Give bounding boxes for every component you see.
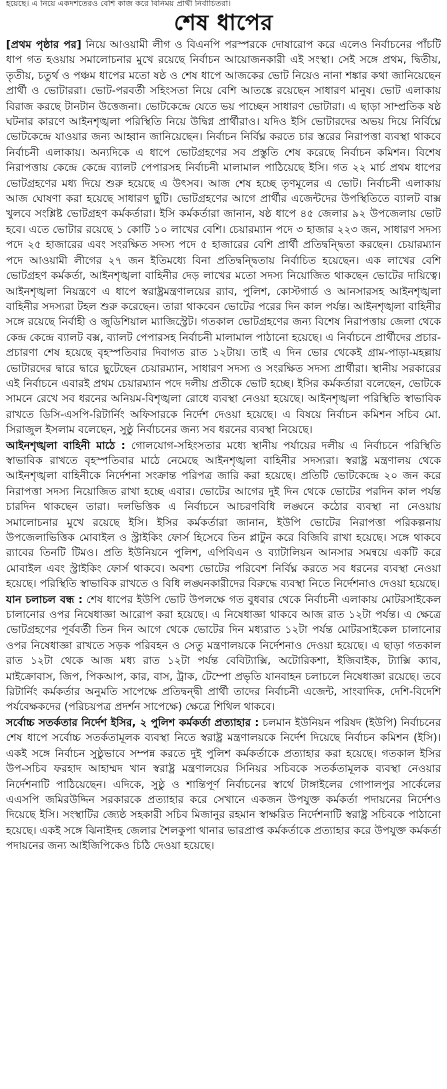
subheading-law-enforcement: আইনশৃঙ্খলা বাহিনী মাঠে : (6, 439, 126, 452)
subheading-traffic-ban: যান চলাচল বন্ধ : (6, 593, 83, 606)
paragraph-4-text: চলমান ইউনিয়ন পরিষদ (ইউপি) নির্বাচনের শেষ ধাপে সর্বোচ্চ সতর্কতামূলক ব্যবস্থা নিতে স্বরাষ্ট্র মন্ত্রণালয়কে নির্দেশ দিয়েছে নির্বাচন কমিশন (ইসি)। একই সঙ্গে নির্বাচন সুষ্ঠুভাবে সম্পন্ন করতে দুই পুলিশ কর্মকর্তাকে প্রত্যাহার করা হয়েছে। গতকাল ইসির উপ-সচিব ফরহাদ আহাম্মদ খান স্বরাষ্ট্র মন্ত্রণালয়ের সিনিয়র সচিবকে সতর্কতামূলক ব্যবস্থা নেওয়ার নির্দেশনাটি পাঠিয়েছেন। এদিকে, সুষ্ঠু ও শান্তিপূর্ণ নির্বাচনের স্বার্থে টাঙ্গাইলের গোপালপুর সার্কেলের এএসপি জমিরউদ্দিন সরকারকে প্রত্যাহার করে সেখানে একজন উপযুক্ত কর্মকর্তা পদায়নের নির্দেশও দিয়েছে ইসি। সংস্থাটির জ্যেষ্ঠ সহকারী সচিব মিজানুর রহমান স্বাক্ষরিত নির্দেশনাটি স্বরাষ্ট্র সচিবকে পাঠানো হয়েছে। একই সঙ্গে ঝিনাইদহ জেলার শৈলকুপা থানার ভারপ্রাপ্ত কর্মকর্তাকে প্রত্যাহার করে উপযুক্ত কর্মকর্তা পদায়নের জন্য আইজিপিকেও চিঠি দেওয়া হয়েছে। (6, 716, 441, 853)
article-paragraph-4 (6, 716, 441, 855)
paragraph-1-text: নিয়ে আওয়ামী লীগ ও বিএনপি পরস্পরকে দোষারোপ করে এলেও নির্বাচনের পাঁচটি ধাপ গত হওয়ায় সমালোচনার মুখে রয়েছে নির্বাচন আয়োজনকারী এই সংস্থা। সেই সঙ্গে প্রথম, দ্বিতীয়, তৃতীয়, চতুর্থ ও পঞ্চম ধাপের মতো ষষ্ঠ ও শেষ ধাপে আজকের ভোট নিয়েও নানা শঙ্কার কথা জানিয়েছেন প্রার্থী ও ভোটাররা। ভোট-পরবর্তী সহিংসতা নিয়ে বেশি আতঙ্কে রয়েছেন সাধারণ মানুষ। ভোট এলাকায় বিরাজ করছে টানটান উত্তেজনা। ভোটকেন্দ্রে যেতে ভয় পাচ্ছেন সাধারণ ভোটারা। এ ছাড়া সাম্প্রতিক ষষ্ঠ ঘটনার কারণে আইনশৃঙ্খলা পরিস্থিতি নিয়ে উদ্বিগ্ন প্রার্থীরাও। যদিও ইসি ভোটারদের অভয় দিয়ে নির্বিঘ্নে ভোটকেন্দ্রে যাওয়ার জন্য আহ্বান জানিয়েছেন। নির্বাচন নির্বিঘ্ন করতে চার স্তরের নিরাপত্তা ব্যবস্থা থাকবে নির্বাচনী এলাকায়। অন্যদিকে এ ধাপে ভোটগ্রহণের সব প্রস্তুতি শেষ করেছে নির্বাচন কমিশন। বিশেষ নিরাপত্তায় কেন্দ্রে কেন্দ্রে ব্যালট পেপারসহ নির্বাচনী মালামাল পাঠিয়েছে ইসি। গত ২২ মার্চ প্রথম ধাপের ভোটগ্রহণের মধ্য দিয়ে শুরু হয়েছে এ উৎসব। আজ শেষ হচ্ছে তৃণমূলের এ ভোট। নির্বাচনী এলাকায় আজ ঘোষণা করা হয়েছে সাধারণ ছুটি। ভোটগ্রহণের আগে প্রার্থীর এজেন্টদের উপস্থিতিতে ব্যালট বাক্স খুলবে সংশ্লিষ্ট ভোটগ্রহণ কর্মকর্তারা। ইসি কর্মকর্তারা জানান, ষষ্ঠ ধাপে ৪৫ জেলার ৯২ উপজেলায় ভোট হবে। এতে ভোটার রয়েছে ১ কোটি ১০ লাখের বেশি। চেয়ারম্যান পদে ৩ হাজার ২২৩ জন, সাধারণ সদস্য পদে ২৫ হাজারের এবং সংরক্ষিত সদস্য পদে ৫ হাজারের বেশি প্রার্থী প্রতিদ্বন্দ্বিতা করছেন। চেয়ারম্যান পদে আওয়ামী লীগের ২৭ জন ইতিমধ্যে বিনা প্রতিদ্বন্দ্বিতায় নির্বাচিত হয়েছেন। এক লাখের বেশি ভোটগ্রহণ কর্মকর্তা, আইনশৃঙ্খলা বাহিনীর দেড় লাখের মতো সদস্য নিয়োজিত থাকছেন ভোটের দায়িত্বে। আইনশৃঙ্খলা নিয়ন্ত্রণে এ ধাপে স্বরাষ্ট্রমন্ত্রণালয়ের র‌্যাব, পুলিশ, কোস্টগার্ড ও আনসারসহ আইনশৃঙ্খলা বাহিনীর সদস্যরা টহল শুরু করেছেন। তারা থাকবেন ভোটের পরের দিন কাল পর্যন্ত। আইনশৃঙ্খলা বাহিনীর সঙ্গে রয়েছে নির্বাহী ও জুডিশিয়াল ম্যাজিস্ট্রেট। গতকাল ভোটগ্রহণের জন্য বিশেষ নিরাপত্তায় জেলা থেকে কেন্দ্র কেন্দ্রে ব্যালট বক্স, ব্যালট পেপারসহ নির্বাচনী মালামাল পাঠানো হয়েছে। এ নির্বাচনে প্রার্থীদের প্রচার-প্রচারণা শেষ হয়েছে বৃহস্পতিবার দিবাগত রাত ১২টায়। তাই এ দিন ভোর থেকেই গ্রাম-পাড়া-মহল্লায় ভোটারদের দ্বারে দ্বারে ছুটেছেন চেয়ারম্যান, সাধারণ সদস্য ও সংরক্ষিত সদস্য প্রার্থীরা। স্থানীয় সরকারের এই নির্বাচনে এবারই প্রথম চেয়ারম্যান পদে দলীয় প্রতীকে ভোট হচ্ছে। ইসির কর্মকর্তারা বলেছেন, ভোটকে সামনে রেখে সব ধরনের অনিয়ম-বিশৃঙ্খলা রোধে ব্যবস্থা নেওয়া হয়েছে। আইনশৃঙ্খলা পরিস্থিতি স্বাভাবিক রাখতে ডিসি-এসপি-রিটার্নিং অফিসারকে নির্দেশ দেওয়া হয়েছে। এ বিষয়ে নির্বাচন কমিশন সচিব মো. সিরাজুল ইসলাম বলেছেন, সুষ্ঠু নির্বাচনের জন্য সব ধরনের ব্যবস্থা নিয়েছে। (6, 39, 441, 437)
continuation-marker: [প্রথম পৃষ্ঠার পর] (6, 39, 82, 51)
subheading-ec-alert: সর্বোচ্চ সতর্কতার নির্দেশ ইসির, ২ পুলিশ কর্মকর্তা প্রত্যাহার : (6, 716, 259, 729)
article-headline: শেষ ধাপের (173, 11, 274, 36)
article-paragraph-1 (6, 38, 441, 439)
paragraph-3-text: শেষ ধাপের ইউপি ভোট উপলক্ষে গত বুধবার থেকে নির্বাচনী এলাকায় মোটরসাইকেল চালানোর ওপর নিষেধাজ্ঞা আরোপ করা হয়েছে। এ নিষেধাজ্ঞা থাকবে আজ রাত ১২টা পর্যন্ত। এ ক্ষেত্রে ভোটগ্রহণের পূর্ববর্তী তিন দিন আগে থেকে ভোটের দিন মধ্যরাত ১২টা পর্যন্ত মোটরসাইকেল চালানোর ওপর নিষেধাজ্ঞা রাখতে সড়ক পরিবহন ও সেতু মন্ত্রণালয়কে নির্দেশনাও দেওয়া হয়েছে। এ ছাড়া গতকাল রাত ১২টা থেকে আজ মধ্য রাত ১২টা পর্যন্ত বেবিট্যাক্সি, অটোরিকশা, ইজিবাইক, ট্যাক্সি ক্যাব, মাইক্রোবাস, জিপ, পিকআপ, কার, বাস, ট্রাক, টেম্পো প্রভৃতি যানবাহন চলাচলে নিষেধাজ্ঞা রয়েছে। তবে রিটার্নিং কর্মকর্তার অনুমতি সাপেক্ষে প্রতিদ্বন্দ্বী প্রার্থী তাদের নির্বাচনী এজেন্ট, সাংবাদিক, দেশি-বিদেশি পর্যবেক্ষকদের (পরিচয়পত্র প্রদর্শন সাপেক্ষে) ক্ষেত্রে শিথিল থাকবে। (6, 593, 441, 714)
top-cut-text: হয়েছে। এ নিয়ে একদশতেরও বেশি কাজ করে বিনিময় প্রার্থী নির্বাচিতরা। (6, 0, 231, 8)
article-paragraph-2 (6, 439, 441, 593)
paragraph-2-text: গোলযোগ-সহিংসতার মধ্যে স্থানীয় পর্যায়ের দলীয় এ নির্বাচনে পরিস্থিতি স্বাভাবিক রাখতে বৃহস্পতিবার মাঠে নেমেছে আইনশৃঙ্খলা বাহিনীর সদস্যরা। স্বরাষ্ট্র মন্ত্রণালয় থেকে আইনশৃঙ্খলা বাহিনীকে নির্দেশনা সংক্রান্ত পরিপত্র জারি করা হয়েছে। প্রতিটি ভোটকেন্দ্রে ২০ জন করে নিরাপত্তা সদস্য নিয়োজিত রাখা হচ্ছে এবার। ভোটের আগের দুই দিন থেকে ভোটের পরদিন কাল পর্যন্ত চারদিন থাকছেন তারা। দলভিত্তিক এ নির্বাচনে আচরণবিধি লঙ্ঘনে কঠোর ব্যবস্থা না নেওয়ায় সমালোচনার মুখে রয়েছে ইসি। ইসির কর্মকর্তারা জানান, ইউপি ভোটের নিরাপত্তা পরিকল্পনায় উপজেলাভিত্তিক মোবাইল ও স্ট্রাইকিং ফোর্স হিসেবে তিন প্লাটুন করে বিজিবি রাখা হয়েছে। সঙ্গে থাকবে র‌্যাবের তিনটি টিমও। প্রতি ইউনিয়নে পুলিশ, এপিবিএন ও ব্যাটালিয়ন আনসার সমন্বয়ে একটি করে মোবাইল এবং স্ট্রাইকিং ফোর্স থাকবে। অবশ্য ভোটের পরিবেশ নির্বিঘ্ন করতে সব ধরনের ব্যবস্থা নেওয়া হয়েছে। পরিস্থিতি স্বাভাবিক রাখতে ও বিধি লঙ্ঘনকারীদের বিরুদ্ধে ব্যবস্থা নিতে নির্দেশনাও দেওয়া হয়েছে। (6, 439, 441, 591)
article-paragraph-3 (6, 593, 441, 716)
